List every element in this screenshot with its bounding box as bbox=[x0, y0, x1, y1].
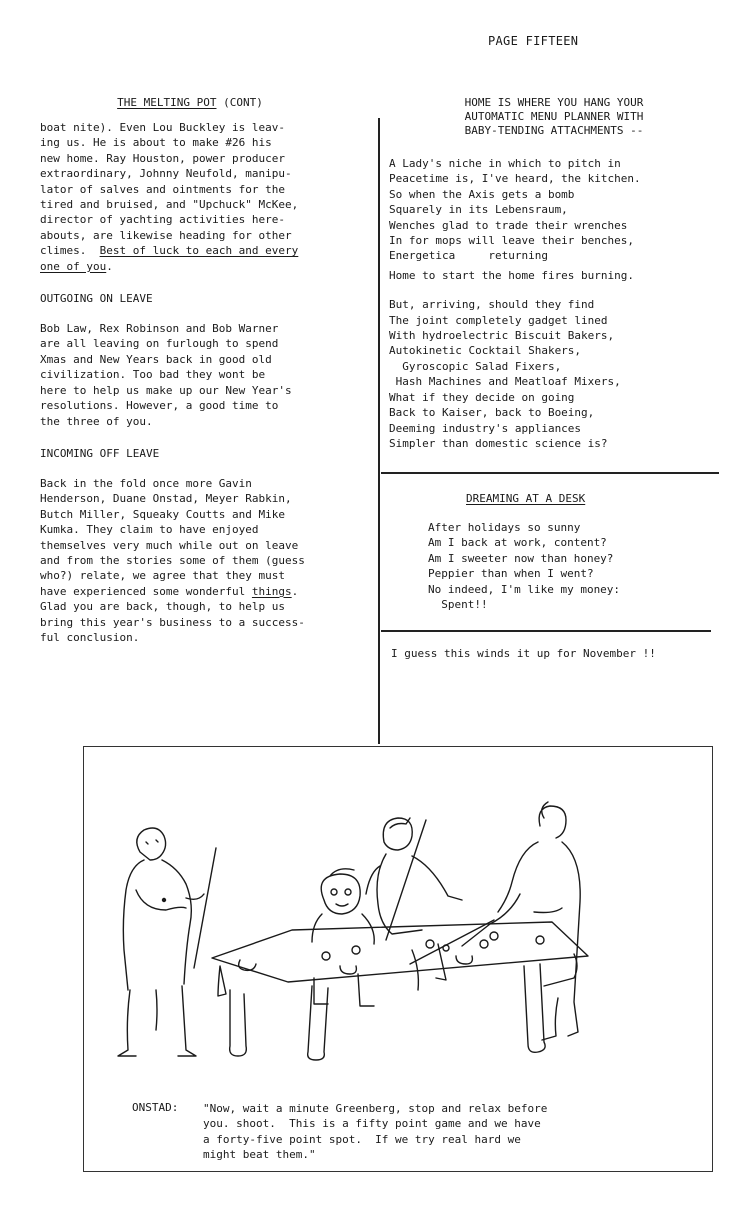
text-line: Bob Law, Rex Robinson and Bob Warner bbox=[40, 322, 279, 336]
caption-line: might beat them." bbox=[203, 1148, 316, 1162]
melting-pot-title: THE MELTING POT bbox=[117, 96, 217, 109]
heading-line: BABY-TENDING ATTACHMENTS -- bbox=[464, 124, 644, 137]
stanza-gap bbox=[389, 283, 641, 297]
poem-line: But, arriving, should they find bbox=[389, 298, 595, 312]
text-line bbox=[40, 243, 340, 258]
caption-line: a forty-five point spot. If we try real hard we bbox=[203, 1132, 521, 1146]
melting-pot-heading bbox=[40, 96, 340, 110]
home-heading bbox=[389, 96, 719, 138]
dreaming-poem bbox=[428, 520, 620, 612]
text-line: Back in the fold once more Gavin bbox=[40, 476, 252, 490]
text-line: lator of salves and ointments for the bbox=[40, 182, 286, 196]
left-man-figure bbox=[118, 828, 216, 1056]
page-number: PAGE FIFTEEN bbox=[488, 34, 579, 48]
underlined-text: Best of luck to each and every bbox=[99, 244, 299, 258]
poem-line: Hash Machines and Meatloaf Mixers, bbox=[389, 375, 621, 389]
text-fragment: . bbox=[291, 584, 299, 598]
caption-text bbox=[203, 1101, 623, 1163]
section-divider bbox=[381, 630, 711, 632]
heading-line: AUTOMATIC MENU PLANNER WITH bbox=[464, 110, 644, 123]
poem-line: Peacetime is, I've heard, the kitchen. bbox=[389, 172, 641, 186]
poem-line: The joint completely gadget lined bbox=[389, 313, 608, 327]
text-line: Glad you are back, though, to help us bbox=[40, 600, 286, 614]
home-poem bbox=[389, 156, 641, 451]
text-line: the three of you. bbox=[40, 414, 153, 428]
poem-line: Back to Kaiser, back to Boeing, bbox=[389, 406, 595, 420]
poem-line: In for mops will leave their benches, bbox=[389, 234, 635, 248]
text-line: Xmas and New Years back in good old bbox=[40, 352, 272, 366]
pool-table-drawing bbox=[212, 922, 588, 1060]
poem-line: Wenches glad to trade their wrenches bbox=[389, 218, 628, 232]
right-column bbox=[389, 96, 719, 450]
section-divider bbox=[381, 472, 719, 474]
text-line: new home. Ray Houston, power producer bbox=[40, 151, 286, 165]
text-line: tired and bruised, and "Upchuck" McKee, bbox=[40, 198, 299, 212]
poem-line: Squarely in its Lebensraum, bbox=[389, 203, 568, 217]
middle-man-figure bbox=[366, 818, 462, 990]
text-line: abouts, are likewise heading for other bbox=[40, 228, 292, 242]
poem-line: Am I back at work, content? bbox=[428, 536, 607, 550]
column-divider bbox=[378, 118, 380, 744]
text-line: ing us. He is about to make #26 his bbox=[40, 136, 272, 150]
text-line: ful conclusion. bbox=[40, 630, 140, 644]
left-column bbox=[40, 96, 340, 645]
right-man-figure bbox=[410, 802, 580, 1040]
underlined-text: one of you bbox=[40, 259, 107, 273]
poem-line: Autokinetic Cocktail Shakers, bbox=[389, 344, 582, 358]
poem-line: Spent!! bbox=[428, 598, 488, 612]
text-line: and from the stories some of them (guess bbox=[40, 553, 305, 567]
dreaming-heading: DREAMING AT A DESK bbox=[466, 492, 586, 505]
text-line: boat nite). Even Lou Buckley is leav- bbox=[40, 121, 286, 134]
text-line: are all leaving on furlough to spend bbox=[40, 337, 279, 351]
incoming-text bbox=[40, 476, 340, 645]
text-fragment: have experienced some wonderful bbox=[40, 584, 252, 598]
poem-line: Deeming industry's appliances bbox=[389, 421, 582, 435]
text-line: Henderson, Duane Onstad, Meyer Rabkin, bbox=[40, 492, 292, 506]
poem-line: So when the Axis gets a bomb bbox=[389, 187, 575, 201]
text-line bbox=[40, 584, 340, 599]
text-line bbox=[40, 259, 340, 274]
poem-line: No indeed, I'm like my money: bbox=[428, 582, 621, 596]
text-line: Kumka. They claim to have enjoyed bbox=[40, 523, 259, 537]
incoming-heading: INCOMING OFF LEAVE bbox=[40, 446, 160, 460]
text-line: bring this year's business to a success- bbox=[40, 615, 305, 629]
caption-line: you. shoot. This is a fifty point game and we have bbox=[203, 1117, 541, 1131]
poem-line: With hydroelectric Biscuit Bakers, bbox=[389, 329, 615, 343]
text-line: resolutions. However, a good time to bbox=[40, 399, 279, 413]
underlined-text: things bbox=[251, 584, 292, 598]
poem-line: After holidays so sunny bbox=[428, 521, 581, 534]
outgoing-heading: OUTGOING ON LEAVE bbox=[40, 292, 153, 306]
melting-pot-text bbox=[40, 120, 340, 274]
poem-line: A Lady's niche in which to pitch in bbox=[389, 157, 621, 170]
pool-cartoon-illustration bbox=[100, 790, 620, 1080]
poem-line: Am I sweeter now than honey? bbox=[428, 551, 614, 565]
caption-line: "Now, wait a minute Greenberg, stop and relax before bbox=[203, 1102, 548, 1115]
text-line: themselves very much while out on leave bbox=[40, 538, 299, 552]
melting-pot-title-suffix: (CONT) bbox=[216, 96, 263, 109]
text-line: Butch Miller, Squeaky Coutts and Mike bbox=[40, 507, 286, 521]
text-line: director of yachting activities here- bbox=[40, 213, 286, 227]
text-line: here to help us make up our New Year's bbox=[40, 383, 292, 397]
text-line: who?) relate, we agree that they must bbox=[40, 569, 286, 583]
poem-line: Simpler than domestic science is? bbox=[389, 436, 608, 450]
poem-line: What if they decide on going bbox=[389, 390, 575, 404]
poem-line: Gyroscopic Salad Fixers, bbox=[389, 359, 562, 373]
text-line: extraordinary, Johnny Neufold, manipu- bbox=[40, 167, 292, 181]
outgoing-text bbox=[40, 321, 340, 429]
boy-figure bbox=[312, 869, 374, 1006]
poem-line: Peppier than when I went? bbox=[428, 567, 594, 581]
text-fragment: climes. bbox=[40, 244, 100, 258]
text-fragment: . bbox=[106, 259, 113, 273]
caption-speaker: ONSTAD: bbox=[132, 1101, 179, 1114]
poem-line: Energetica returning bbox=[389, 249, 548, 263]
closing-line: I guess this winds it up for November !! bbox=[391, 647, 656, 660]
heading-line: HOME IS WHERE YOU HANG YOUR bbox=[464, 96, 644, 109]
poem-line: Home to start the home fires burning. bbox=[389, 268, 635, 282]
text-line: civilization. Too bad they wont be bbox=[40, 368, 266, 382]
